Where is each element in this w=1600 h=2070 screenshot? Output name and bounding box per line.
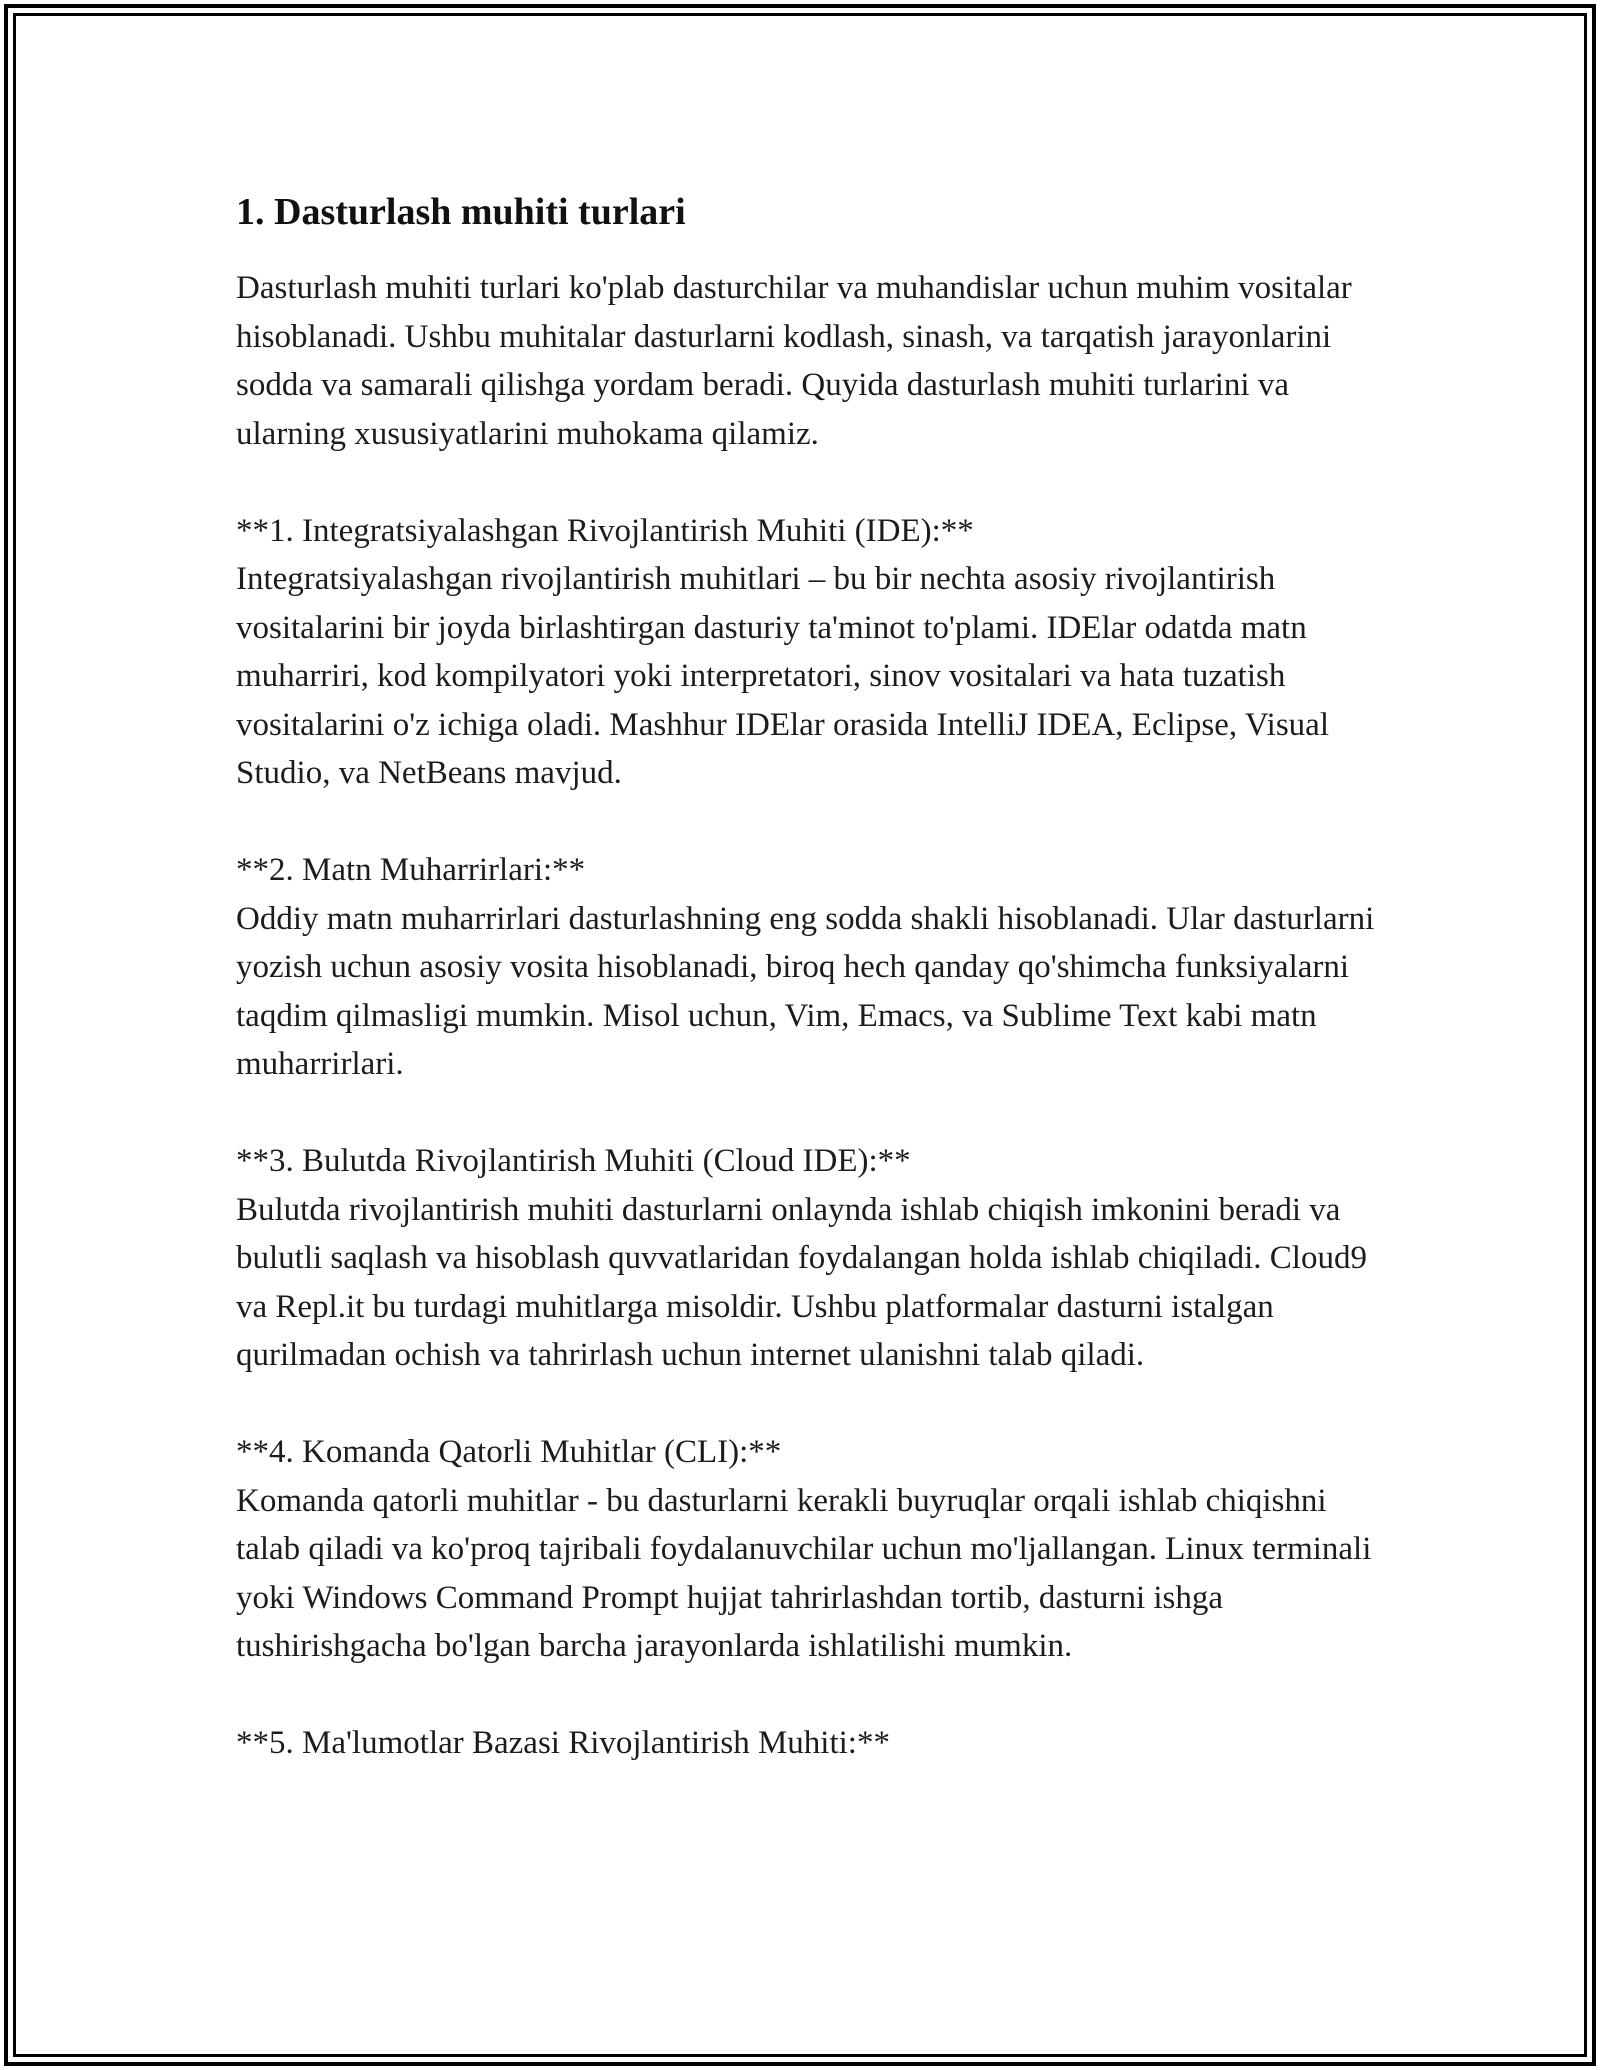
section-body: Bulutda rivojlantirish muhiti dasturlarni onlaynda ishlab chiqish imkonini beradi va bulutli saqlash va hisoblash quvvatlaridan foydalangan holda ishlab chiqiladi. Cloud9 va Repl.it bu turdagi muhitlarga misoldir. Ushbu platformalar dasturni istalgan qurilmadan ochish va tahrirlash uchun internet ulanishni talab qiladi. xyxy=(236,1191,1367,1373)
section-body: Komanda qatorli muhitlar - bu dasturlarni kerakli buyruqlar orqali ishlab chiqishni talab qiladi va ko'proq tajribali foydalanuvchilar uchun mo'ljallangan. Linux terminali yoki Windows Command Prompt hujjat tahrirlashdan tortib, dasturni ishga tushirishgacha bo'lgan barcha jarayonlarda ishlatilishi mumkin. xyxy=(236,1482,1372,1664)
section-cli xyxy=(236,1428,1376,1671)
document-content xyxy=(236,188,1376,1768)
section-body: Integratsiyalashgan rivojlantirish muhitlari – bu bir nechta asosiy rivojlantirish vositalarini bir joyda birlashtirgan dasturiy ta'minot to'plami. IDElar odatda matn muharriri, kod kompilyatori yoki interpretatori, sinov vositalari va hata tuzatish vositalarini o'z ichiga oladi. Mashhur IDElar orasida IntelliJ IDEA, Eclipse, Visual Studio, va NetBeans mavjud. xyxy=(236,561,1329,791)
section-cloud-ide xyxy=(236,1137,1376,1380)
section-heading: **4. Komanda Qatorli Muhitlar (CLI):** xyxy=(236,1434,782,1470)
section-heading: **5. Ma'lumotlar Bazasi Rivojlantirish Muhiti:** xyxy=(236,1725,890,1761)
intro-paragraph: Dasturlash muhiti turlari ko'plab dasturchilar va muhandislar uchun muhim vositalar hisoblanadi. Ushbu muhitalar dasturlarni kodlash, sinash, va tarqatish jarayonlarini sodda va samarali qilishga yordam beradi. Quyida dasturlash muhiti turlarini va ularning xususiyatlarini muhokama qilamiz. xyxy=(236,270,1352,452)
section-heading: **3. Bulutda Rivojlantirish Muhiti (Cloud IDE):** xyxy=(236,1143,911,1179)
document-title: 1. Dasturlash muhiti turlari xyxy=(236,191,686,233)
section-database xyxy=(236,1719,1376,1768)
section-heading: **1. Integratsiyalashgan Rivojlantirish Muhiti (IDE):** xyxy=(236,512,974,549)
section-body: Oddiy matn muharrirlari dasturlashning eng sodda shakli hisoblanadi. Ular dasturlarni yozish uchun asosiy vosita hisoblanadi, biroq hech qanday qo'shimcha funksiyalarni taqdim qilmasligi mumkin. Misol uchun, Vim, Emacs, va Sublime Text kabi matn muharrirlari. xyxy=(236,900,1375,1082)
section-heading: **2. Matn Muharrirlari:** xyxy=(236,852,586,888)
section-text-editors xyxy=(236,846,1376,1089)
section-ide xyxy=(236,507,1376,798)
